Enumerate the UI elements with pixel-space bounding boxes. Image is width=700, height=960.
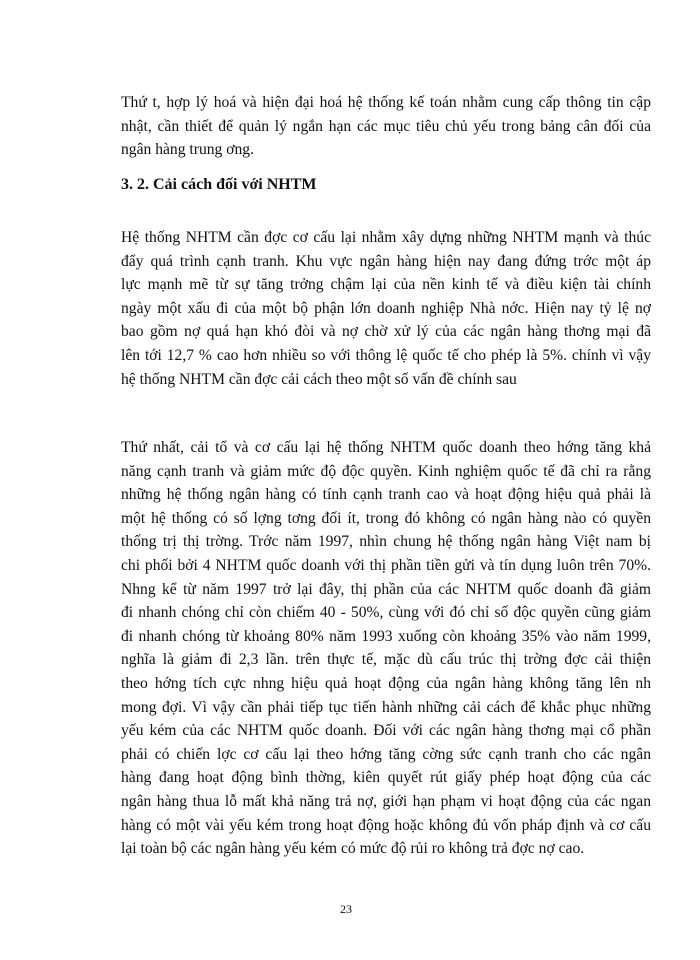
text-line: phải có chiến lợc cơ cấu lại theo hớng tăng cờng sức cạnh tranh cho các ngân <box>121 745 651 763</box>
text-line: hệ thống NHTM cần đợc cải cách theo một số vấn đề chính sau <box>121 370 517 388</box>
paragraph-state-bank-reform <box>121 436 651 861</box>
paragraph-nhtm-restructuring <box>121 226 651 391</box>
text-line: Hệ thống NHTM cần đợc cơ cấu lại nhằm xây dựng những NHTM mạnh và thúc <box>121 229 651 246</box>
text-line: ngân hàng thua lỗ mất khả năng trả nợ, giới hạn phạm vi hoạt động của các ngan <box>121 792 651 810</box>
text-line: hàng có một vài yếu kém trong hoạt động hoặc không đủ vốn pháp định và cơ cấu <box>121 816 651 834</box>
text-line: ngân hàng trung ơng. <box>121 141 254 159</box>
text-line: yếu kém của các NHTM quốc doanh. Đối với các ngân hàng thơng mại cổ phần <box>121 722 651 740</box>
text-line: đẩy quá trình cạnh tranh. Khu vực ngân hàng hiện nay đang đứng trớc một áp <box>121 252 651 270</box>
text-line: đi nhanh chóng chỉ còn chiếm 40 - 50%, cùng với đó chỉ số độc quyền cũng giảm <box>121 604 651 622</box>
paragraph-accounting-modernization <box>121 91 651 162</box>
text-line: lại toàn bộ các ngân hàng yếu kém có mức độ rủi ro không trả đợc nợ cao. <box>121 840 585 858</box>
text-line: năng cạnh tranh và giảm mức độ độc quyền. Kinh nghiệm quốc tế đã chỉ ra rằng <box>121 462 651 480</box>
text-line: đi nhanh chóng từ khoảng 80% năm 1993 xuống còn khoảng 35% vào năm 1999, <box>121 627 651 645</box>
text-line: hàng đang hoạt động bình thờng, kiên quyết rút giấy phép hoạt động của các <box>121 769 651 787</box>
text-line: bao gồm nợ quá hạn khó đòi và nợ chờ xử lý của các ngân hàng thơng mại đã <box>121 323 651 341</box>
text-line: thống trị thị trờng. Trớc năm 1997, nhìn chung hệ thống ngân hàng Việt nam bị <box>121 533 651 551</box>
text-line: theo hớng tích cực nhng hiệu quả hoạt động của ngân hàng không tăng lên nh <box>121 674 651 692</box>
text-line: những hệ thống ngân hàng có tính cạnh tranh cao và hoạt động hiệu quả phải là <box>121 486 651 504</box>
text-line: Nhng kể từ năm 1997 trở lại đây, thị phần của các NHTM quốc doanh đã giảm <box>121 580 651 598</box>
text-line: nghĩa là giảm đi 2,3 lần. trên thực tế, mặc dù cấu trúc thị trờng đợc cải thiện <box>121 651 651 669</box>
text-line: ngày một xấu đi của một bộ phận lớn doanh nghiệp Nhà nớc. Hiện nay tỷ lệ nợ <box>121 299 651 317</box>
page-number: 23 <box>340 902 352 916</box>
text-line: lực mạnh mẽ từ sự tăng trởng chậm lại của nền kinh tế và điều kiện tài chính <box>121 276 651 294</box>
section-heading: 3. 2. Cải cách đối với NHTM <box>121 176 317 193</box>
text-line: lên tới 12,7 % cao hơn nhiều so với thông lệ quốc tế cho phép là 5%. chính vì vậy <box>121 346 651 364</box>
text-line: mong đợi. Vì vậy cần phải tiếp tục tiến hành những cải cách để khắc phục những <box>121 698 651 716</box>
text-line: Thứ nhất, cải tổ và cơ cấu lại hệ thống NHTM quốc doanh theo hớng tăng khả <box>121 439 651 456</box>
text-line: Thứ t, hợp lý hoá và hiện đại hoá hệ thống kế toán nhằm cung cấp thông tin cập <box>121 94 651 111</box>
text-line: chi phối bởi 4 NHTM quốc doanh với thị phần tiền gửi và tín dụng luôn trên 70%. <box>121 556 651 574</box>
text-line: một hệ thống có số lợng tơng đối ít, trong đó không có ngân hàng nào có quyền <box>121 509 651 527</box>
text-line: nhật, cần thiết để quản lý ngắn hạn các mục tiêu chủ yếu trong bảng cân đối của <box>121 117 651 135</box>
